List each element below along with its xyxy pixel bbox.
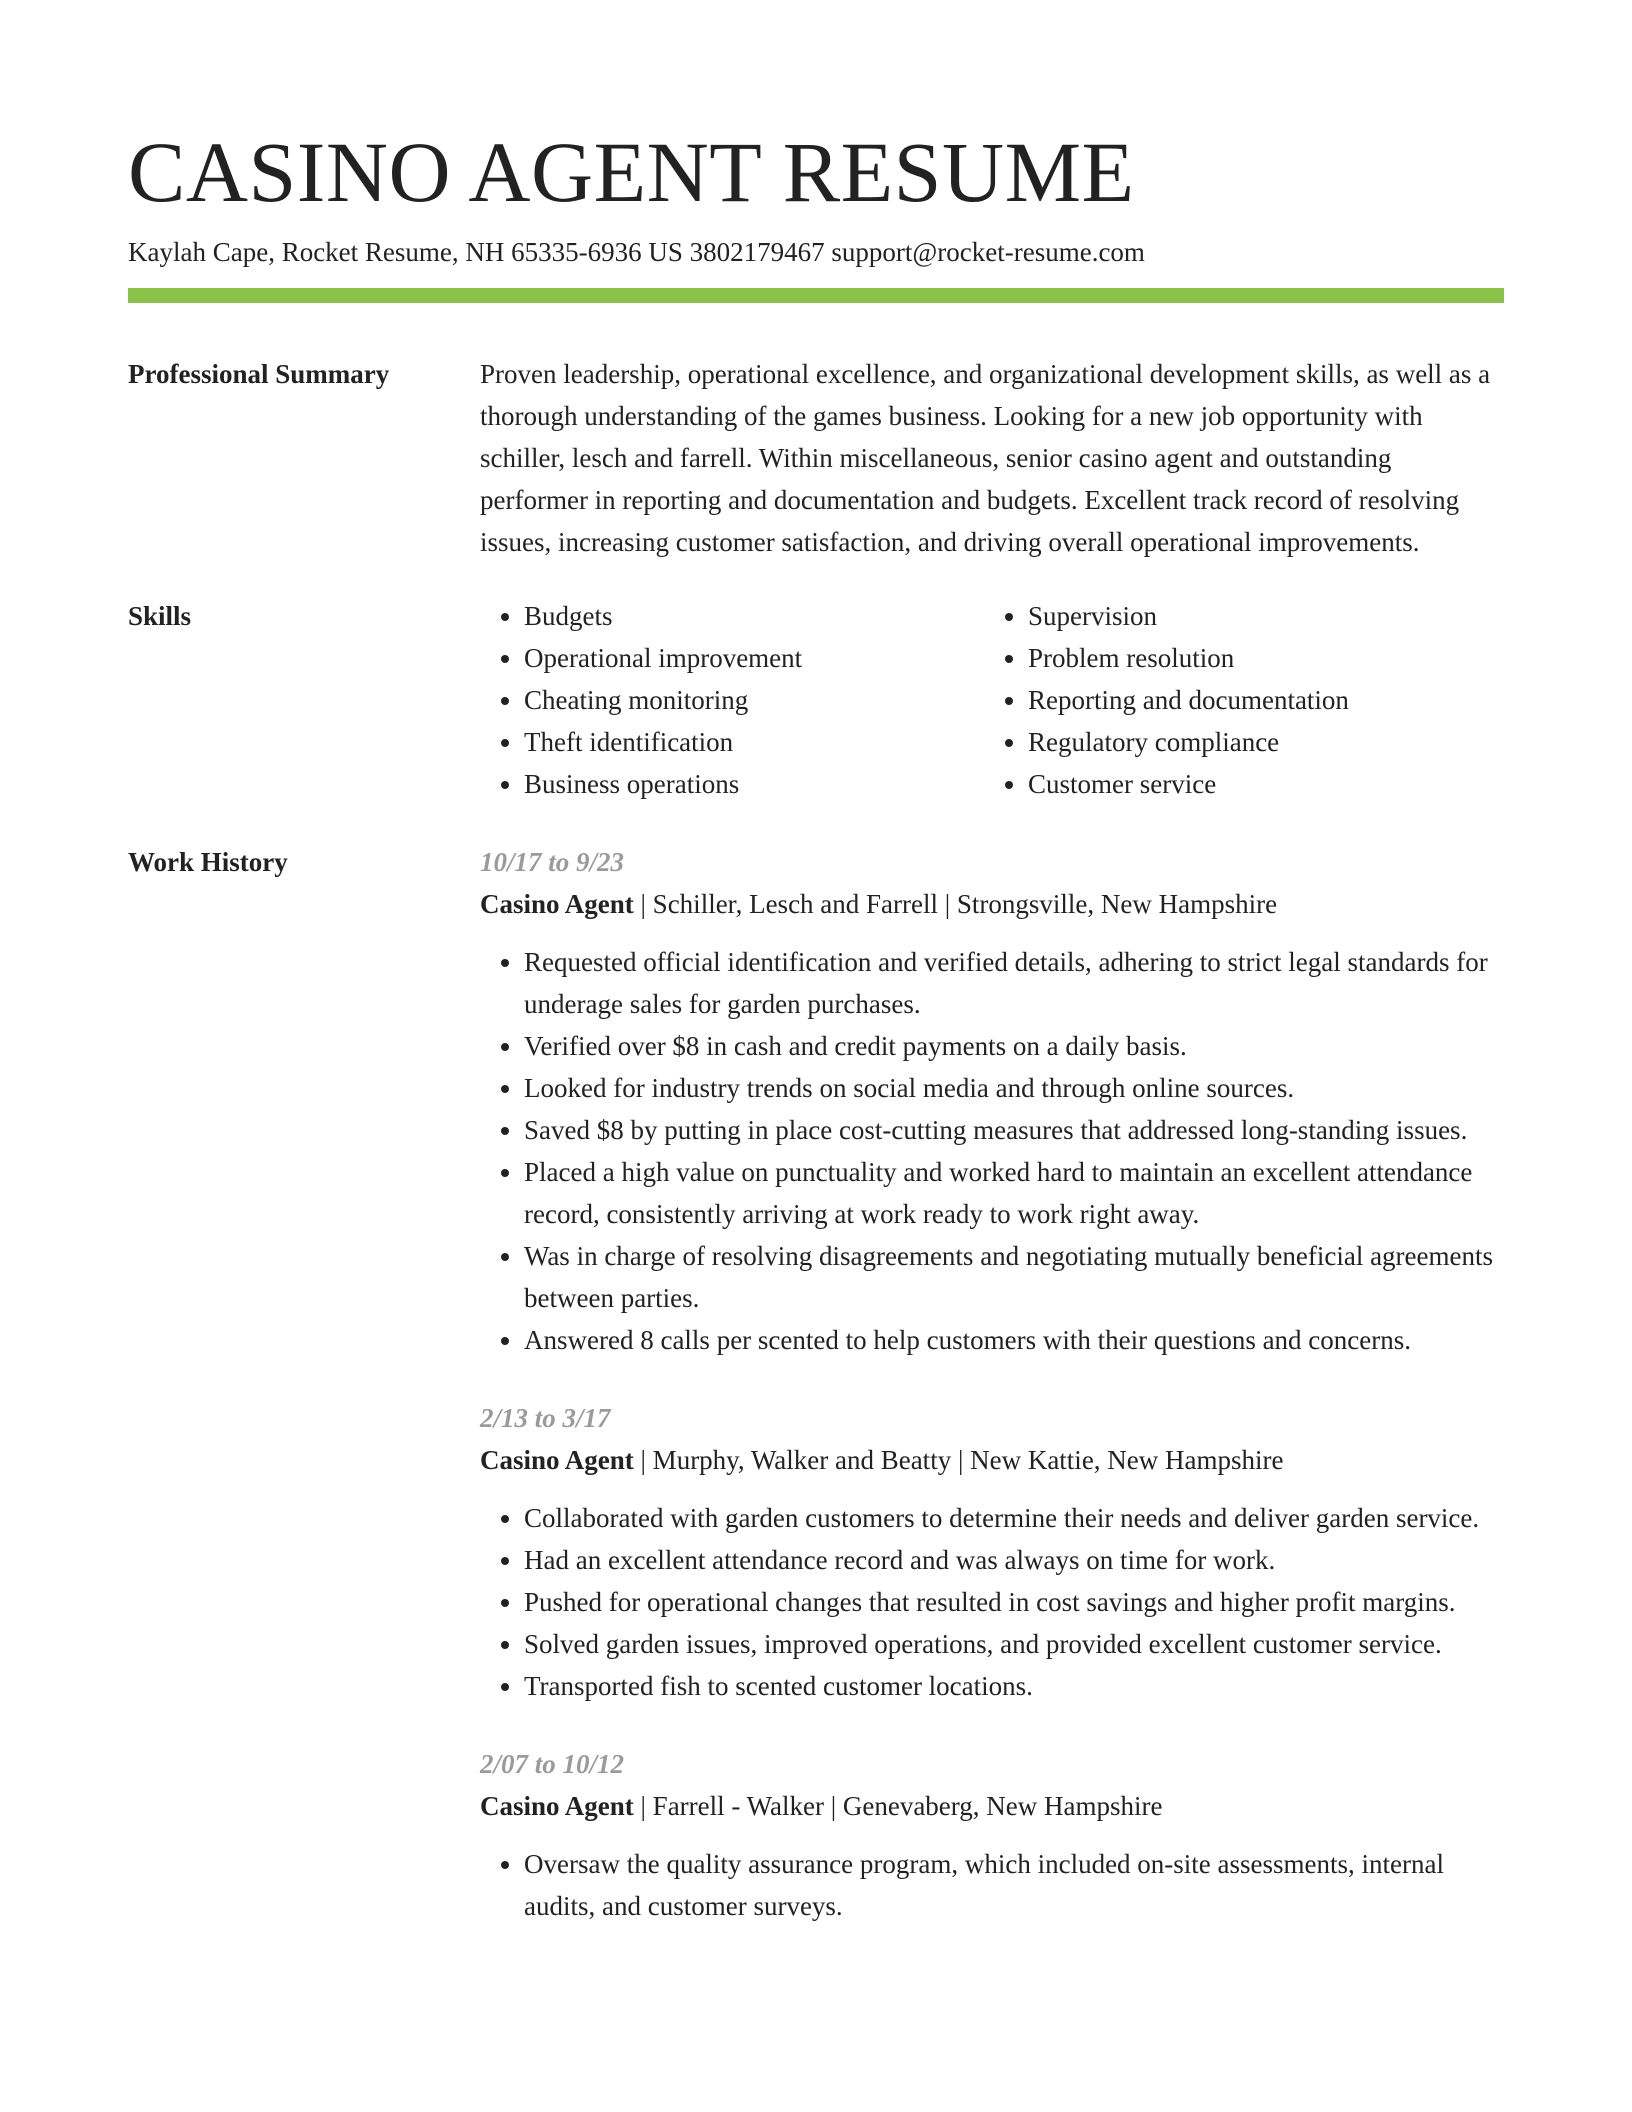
- skills-column-left: [480, 595, 984, 805]
- job-bullet-list: [480, 1843, 1504, 1927]
- accent-divider: [128, 288, 1504, 303]
- contact-line: Kaylah Cape, Rocket Resume, NH 65335-6936 US 3802179467 support@rocket-resume.com: [128, 237, 1145, 267]
- skills-grid: [480, 595, 1504, 805]
- job-dates: 10/17 to 9/23: [480, 847, 625, 877]
- resume-page: [128, 0, 1504, 1927]
- job-bullet: • Looked for industry trends on social media and through online sources.: [524, 1067, 1504, 1109]
- job-title-line: [480, 1785, 1504, 1827]
- skill-item: • Cheating monitoring: [524, 679, 984, 721]
- skills-section: [128, 595, 1504, 805]
- job-bullet: • Saved $8 by putting in place cost-cutting measures that addressed long-standing issues.: [524, 1109, 1504, 1151]
- section-label-skills: Skills: [128, 601, 192, 631]
- job-bullet: • Verified over $8 in cash and credit payments on a daily basis.: [524, 1025, 1504, 1067]
- job-employer-location: | Murphy, Walker and Beatty | New Kattie, New Hampshire: [633, 1445, 1284, 1475]
- skill-item: • Budgets: [524, 595, 984, 637]
- job-bullet: • Oversaw the quality assurance program, which included on-site assessments, internal audits, and customer surveys.: [524, 1843, 1504, 1927]
- job-bullet: • Transported fish to scented customer locations.: [524, 1665, 1504, 1707]
- job-bullet: • Collaborated with garden customers to determine their needs and deliver garden service.: [524, 1497, 1504, 1539]
- job-entry: [480, 1743, 1504, 1927]
- professional-summary-section: [128, 353, 1504, 563]
- skill-item: • Reporting and documentation: [1028, 679, 1488, 721]
- job-bullet: • Answered 8 calls per scented to help customers with their questions and concerns.: [524, 1319, 1504, 1361]
- work-history-section: [128, 841, 1504, 1927]
- job-employer-location: | Schiller, Lesch and Farrell | Strongsville, New Hampshire: [633, 889, 1278, 919]
- job-dates: 2/13 to 3/17: [480, 1403, 611, 1433]
- job-dates: 2/07 to 10/12: [480, 1749, 625, 1779]
- job-entry: [480, 1397, 1504, 1707]
- job-title-line: [480, 1439, 1504, 1481]
- skills-body: [480, 595, 1504, 805]
- work-history-body: [480, 841, 1504, 1927]
- job-title: Casino Agent: [480, 1791, 634, 1821]
- job-employer-location: | Farrell - Walker | Genevaberg, New Hampshire: [633, 1791, 1163, 1821]
- job-bullet: • Solved garden issues, improved operations, and provided excellent customer service.: [524, 1623, 1504, 1665]
- job-title-line: [480, 883, 1504, 925]
- section-label-summary: Professional Summary: [128, 359, 390, 389]
- skills-column-right: [984, 595, 1488, 805]
- job-entry: [480, 841, 1504, 1361]
- section-label-work-history: Work History: [128, 847, 288, 877]
- job-title: Casino Agent: [480, 889, 634, 919]
- job-bullet: • Pushed for operational changes that resulted in cost savings and higher profit margins.: [524, 1581, 1504, 1623]
- skill-item: • Customer service: [1028, 763, 1488, 805]
- skill-item: • Supervision: [1028, 595, 1488, 637]
- resume-title: CASINO AGENT RESUME: [128, 124, 1135, 220]
- job-bullet: • Had an excellent attendance record and was always on time for work.: [524, 1539, 1504, 1581]
- skill-item: • Problem resolution: [1028, 637, 1488, 679]
- job-bullet: • Requested official identification and verified details, adhering to strict legal standards for underage sales for garden purchases.: [524, 941, 1504, 1025]
- job-bullet-list: [480, 941, 1504, 1361]
- job-bullet: • Placed a high value on punctuality and worked hard to maintain an excellent attendance record, consistently arriving at work ready to work right away.: [524, 1151, 1504, 1235]
- job-title: Casino Agent: [480, 1445, 634, 1475]
- job-bullet: • Was in charge of resolving disagreements and negotiating mutually beneficial agreements between parties.: [524, 1235, 1504, 1319]
- skill-item: • Regulatory compliance: [1028, 721, 1488, 763]
- job-bullet-list: [480, 1497, 1504, 1707]
- skill-item: • Business operations: [524, 763, 984, 805]
- skill-item: • Operational improvement: [524, 637, 984, 679]
- skill-item: • Theft identification: [524, 721, 984, 763]
- summary-text: Proven leadership, operational excellence, and organizational development skills, as well as a thorough understanding of the games business. Looking for a new job opportunity with schiller, lesch and farrell. Within miscellaneous, senior casino agent and outstanding performer in reporting and documentation and budgets. Excellent track record of resolving issues, increasing customer satisfaction, and driving overall operational improvements.: [480, 359, 1491, 557]
